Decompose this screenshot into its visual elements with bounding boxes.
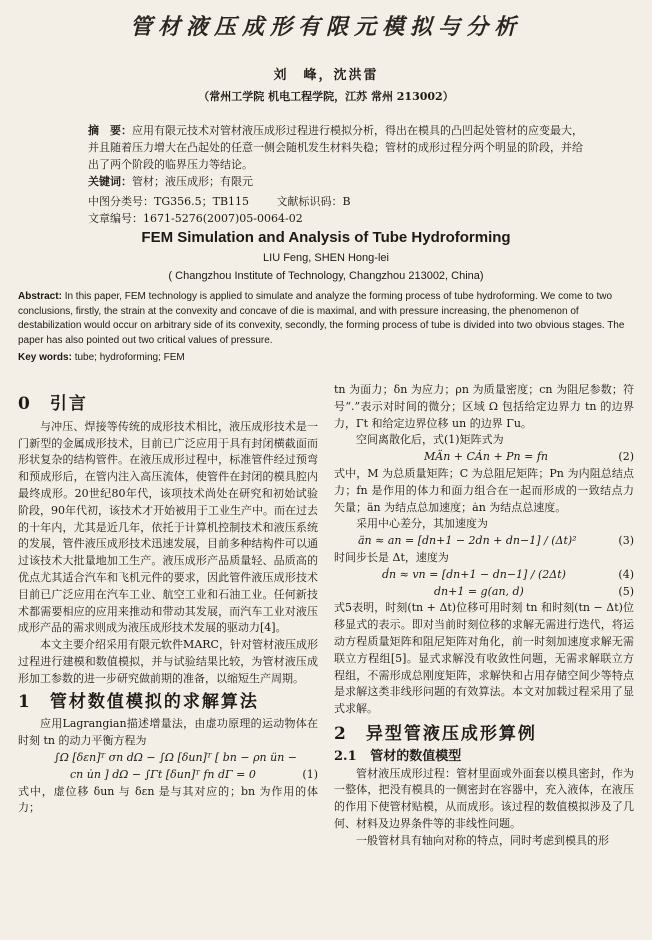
right-paragraph-2: 空间离散化后，式(1)矩阵式为 bbox=[356, 433, 504, 447]
paper-title: 管材液压成形有限元模拟与分析 bbox=[129, 14, 522, 40]
right-paragraph-5: 时间步长是 Δt，速度为 bbox=[334, 550, 449, 564]
subsection-2-1-title: 管材的数值模型 bbox=[370, 748, 462, 764]
right-paragraph-7: 管材液压成形过程：管材里面或外面套以模具密封，作为一整体，把没有模具的一侧密封在容器中，充入液体，在液压的作用下使管材贴模，从而成形。该过程的数值模拟涉及了几何、材料及边界条件等的非线性问题。 bbox=[334, 766, 634, 830]
abstract-zh-text: 应用有限元技术对管材液压成形过程进行模拟分析，得出在模具的凸凹起处管材的应变最大，并且随着压力增大在凸起处的任意一侧会随机发生材料失稳；管材的成形过程分两个明显的阶段，并给出了两个阶段的临界压力等结论。 bbox=[88, 124, 583, 171]
subsection-2-1-number: 2.1 bbox=[334, 748, 357, 764]
equation-1-number: (1) bbox=[302, 767, 318, 781]
equation-4-number: (4) bbox=[618, 567, 634, 581]
keywords-en-label: Key words: bbox=[18, 352, 72, 363]
equation-1-line-2: cn u̇n ] dΩ − ∫Γt [δun]ᵀ fn dΓ = 0 bbox=[70, 767, 256, 781]
abstract-en bbox=[18, 290, 634, 348]
subsection-2-1-heading bbox=[334, 749, 634, 766]
keywords-en bbox=[18, 350, 634, 366]
abstract-zh bbox=[88, 122, 588, 190]
equation-3 bbox=[334, 533, 634, 550]
keywords-zh-text: 管材；液压成形；有限元 bbox=[132, 175, 253, 188]
method-paragraph-1: 应用Lagrangian描述增量法，由虚功原理的运动物体在时刻 tn 的动力平衡方程为 bbox=[18, 717, 318, 748]
right-paragraph-8: 一般管材具有轴向对称的特点，同时考虑到模具的形 bbox=[356, 833, 609, 847]
right-column bbox=[334, 382, 634, 850]
section-1-heading bbox=[18, 691, 318, 712]
equation-4-body: ḋn ≈ vn = [dn+1 − dn−1] / (2Δt) bbox=[382, 567, 566, 581]
abstract-en-label: Abstract: bbox=[18, 291, 62, 302]
section-2-heading bbox=[334, 723, 634, 744]
equation-5-body: dn+1 = g(an, d) bbox=[434, 584, 524, 598]
keywords-en-text: tube; hydroforming; FEM bbox=[74, 352, 185, 363]
equation-2-number: (2) bbox=[618, 450, 634, 464]
intro-paragraph-1: 与冲压、焊接等传统的成形技术相比，液压成形技术是一门新型的金属成形技术，目前已广泛应用于具有封闭横截面而形状复杂的结构管件。在液压成形过程中，标准管件经过预弯和预成形后，在管内注入高压流体，使管件在封闭的模具腔内最终成形。20世纪80年代，该项技术尚处在研究和初始试验阶段，90年代初，该技术才开始被用于工业生产中。而在过去的十年内，尤其是近几年，依托于计算机控制技术和液压系统的发展，管件液压成形技术迅速发展，目前多种结构件可以通过该技术大批量地加工生产。液压成形产品质量轻、品质高的优点尤其适合汽车和飞机元件的要求，因此管件液压成形技术目前已广泛应用在汽车工业、航空工业和石油工业。任何新技术都需要相应的应用来推动和带动其发展，而汽车工业对液压成形产品的需求则成为液压成形技术发展的驱动力[4]。 bbox=[18, 419, 318, 635]
keywords-zh-label: 关键词： bbox=[88, 175, 132, 188]
equation-1-line-1: ∫Ω [δεn]ᵀ σn dΩ − ∫Ω [δun]ᵀ [ bn − ρn ün − bbox=[54, 750, 298, 764]
english-title: FEM Simulation and Analysis of Tube Hydroforming bbox=[141, 229, 511, 246]
equation-3-body: än ≈ an = [dn+1 − 2dn + dn−1] / (Δt)² bbox=[358, 534, 577, 548]
section-2-number: 2 bbox=[334, 723, 348, 744]
english-authors: LIU Feng, SHEN Hong-lei bbox=[263, 252, 389, 264]
doc-code: 文献标识码：B bbox=[276, 195, 351, 208]
section-1-title: 管材数值模拟的求解算法 bbox=[49, 691, 259, 712]
section-0-heading bbox=[18, 396, 318, 413]
english-affiliation: ( Changzhou Institute of Technology, Changzhou 213002, China) bbox=[168, 270, 484, 282]
right-paragraph-3: 式中，M 为总质量矩阵；C 为总阻尼矩阵；Pn 为内阻总结点力；fn 是作用的体力和面力组合在一起而形成的一致结点力矢量；än 为结点总加速度；ȧn 为结点总速度。 bbox=[334, 466, 634, 514]
equation-2-body: MÄn + CȦn + Pn = fn bbox=[424, 450, 549, 464]
right-paragraph-6: 式5表明，时刻(tn + Δt)位移可用时刻 tn 和时刻(tn − Δt)位移显式的表示。即对当前时刻位移的求解无需进行迭代，将运动方程质量矩阵和阻尼矩阵对角化，前一时刻加速度求解无需联立方程组[5]。显式求解没有收敛性问题，无需求解联立方程组，不需形成总刚度矩阵，求解快和占用存储空间少等特点是求解这类非线形问题的有效算法。本文对加载过程采用了显式求解。 bbox=[334, 601, 634, 716]
section-1-number: 1 bbox=[18, 691, 32, 712]
equation-3-number: (3) bbox=[618, 534, 634, 548]
equation-2 bbox=[334, 449, 634, 466]
abstract-en-text: In this paper, FEM technology is applied to simulate and analyze the forming process of tube hydroforming. We come to two conclusions, firstly, the strain at the convexity and concave of die is maximal, and with pressure increasing, the phenomenon of destabilization would occur on arbitrary side of its convexity, secondly, the forming process of tube is divided into two obvious stages. The paper has also pointed out two critical values of pressure. bbox=[18, 291, 625, 346]
section-0-title: 引言 bbox=[49, 394, 88, 414]
classification: 中图分类号：TG356.5；TB115 bbox=[88, 195, 250, 208]
article-number: 文章编号：1671-5276(2007)05-0064-02 bbox=[88, 212, 303, 226]
equation-5 bbox=[334, 584, 634, 601]
section-2-title: 异型管液压成形算例 bbox=[365, 723, 537, 744]
abstract-zh-label: 摘 要： bbox=[88, 124, 132, 137]
method-paragraph-2: 式中，虚位移 δun 与 δεn 是与其对应的；bn 为作用的体力； bbox=[18, 784, 318, 815]
right-paragraph-4: 采用中心差分，其加速度为 bbox=[356, 517, 488, 531]
intro-paragraph-2: 本文主要介绍采用有限元软件MARC，针对管材液压成形过程进行建模和数值模拟，并与试验结果比较，为管材液压成形加工参数的进一步研究做前期的准备，以缩短生产周期。 bbox=[18, 638, 318, 685]
section-0-number: 0 bbox=[18, 394, 32, 414]
authors: 刘 峰，沈洪雷 bbox=[273, 68, 379, 83]
affiliation: （常州工学院 机电工程学院，江苏 常州 213002） bbox=[198, 90, 454, 103]
left-column bbox=[18, 396, 318, 817]
equation-1 bbox=[18, 767, 318, 784]
equation-5-number: (5) bbox=[618, 584, 634, 598]
right-paragraph-1: tn 为面力；δn 为应力；ρn 为质量密度；cn 为阻尼参数；符号“.”表示对时间的微分；区域 Ω 包括给定边界力 tn 的边界力，Γt 和给定边界位移 un 的边界 Γu。 bbox=[334, 383, 634, 430]
equation-4 bbox=[334, 567, 634, 584]
classification-line bbox=[88, 193, 588, 227]
